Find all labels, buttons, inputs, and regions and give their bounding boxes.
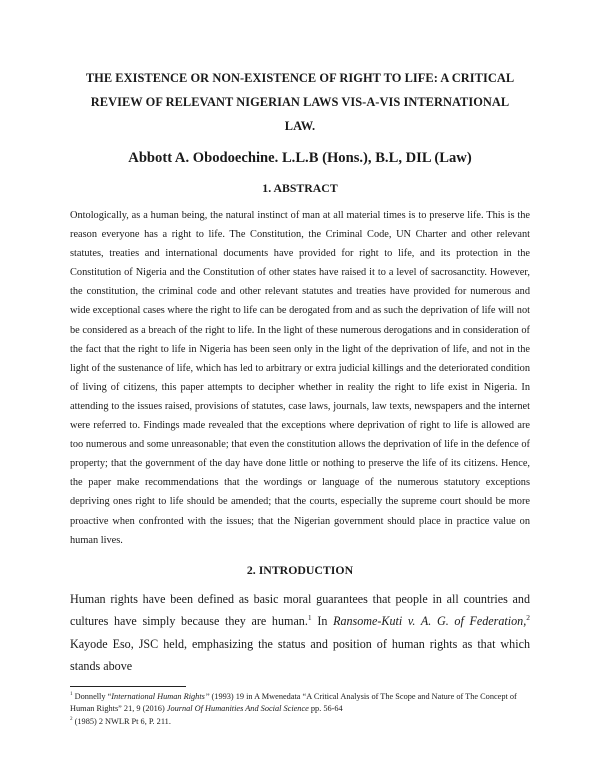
footnote-1 <box>70 691 530 716</box>
footnote-1-text-c: pp. 56-64 <box>308 704 343 714</box>
title-line-1: THE EXISTENCE OR NON-EXISTENCE OF RIGHT TO LIFE: A CRITICAL <box>85 71 515 85</box>
intro-text-2: In <box>311 614 334 629</box>
footnote-1-italic-b: Journal Of Humanities And Social Science <box>166 704 309 714</box>
footnote-2 <box>70 716 530 729</box>
footnote-2-text: (1985) 2 NWLR Pt 6, P. 211. <box>72 716 171 726</box>
intro-text-3: Kayode Eso, JSC held, emphasizing the status and position of human rights as that which stands above <box>70 636 530 674</box>
footnote-1-mark: 1 <box>70 690 73 697</box>
footnote-2-mark: 2 <box>70 716 73 723</box>
footnote-1-italic-a: International Human Rights’’ <box>111 691 210 701</box>
footnote-1-text-b: (1993) 19 in A Mwenedata “A Critical Analysis of The Scope and Nature of The Concept of Human Rights” 21, 9 (2016) <box>70 691 517 714</box>
title-line-2: REVIEW OF RELEVANT NIGERIAN LAWS VIS-A-VIS INTERNATIONAL <box>90 95 510 109</box>
introduction-heading: 2. INTRODUCTION <box>246 562 354 577</box>
case-name: Ransome-Kuti v. A. G. of Federation, <box>333 614 527 629</box>
footnote-1-text-a: Donnelly “ <box>72 691 112 701</box>
intro-text-1: Human rights have been defined as basic moral guarantees that people in all countries and cultures have simply because they are human. <box>70 591 530 629</box>
abstract-heading: 1. ABSTRACT <box>262 181 338 195</box>
footnotes <box>70 691 530 729</box>
introduction-body <box>70 588 530 678</box>
author-line: Abbott A. Obodoechine. L.L.B (Hons.), B.L, DIL (Law) <box>128 150 472 166</box>
footnote-ref-2[interactable]: 2 <box>526 613 530 623</box>
paper-title <box>70 66 530 138</box>
title-line-3: LAW. <box>284 119 316 133</box>
abstract-body: Ontologically, as a human being, the natural instinct of man at all material times is to preserve life. This is the reason everyone has a right to life. The Constitution, the Criminal Code, UN Charter and other relevant statutes, treaties and international documents have provided for right to life, and its protection in the Constitution of Nigeria and the Constitution of other states have raised it to a level of sacrosanctity. However, the constitution, the criminal code and other relevant statutes and treaties have provided for numerous and wide exceptional cases where the right to life can be derogated from and as such the deprivation of life will not be considered as a breach of the right to life. In the light of these numerous derogations and in consideration of the fact that the right to life in Nigeria has been seen only in the light of the deprivation of life, and not in the light of the sustenance of life, which has led to arbitrary or extra judicial killings and the deteriorated condition of living of citizens, this paper attempts to decipher whether in reality the right to life exist in Nigeria. In attending to the issues raised, provisions of statutes, case laws, journals, law texts, newspapers and the internet were referred to. Findings made revealed that the exceptions where deprivation of right to life is allowed are too numerous and some unreasonable; that even the constitution allows the deprivation of life in the defence of property; that the government of the day have done little or nothing to preserve the life of its citizens. Hence, the paper make recommendations that the wordings or language of the numerous statutory exceptions depriving ones right to life should be amended; that the courts, especially the supreme court should be more proactive when confronted with the issues; that the Nigerian government should place in practice value on human lives. <box>70 210 530 546</box>
footnote-divider <box>70 686 186 687</box>
footnote-ref-1[interactable]: 1 <box>307 613 312 623</box>
